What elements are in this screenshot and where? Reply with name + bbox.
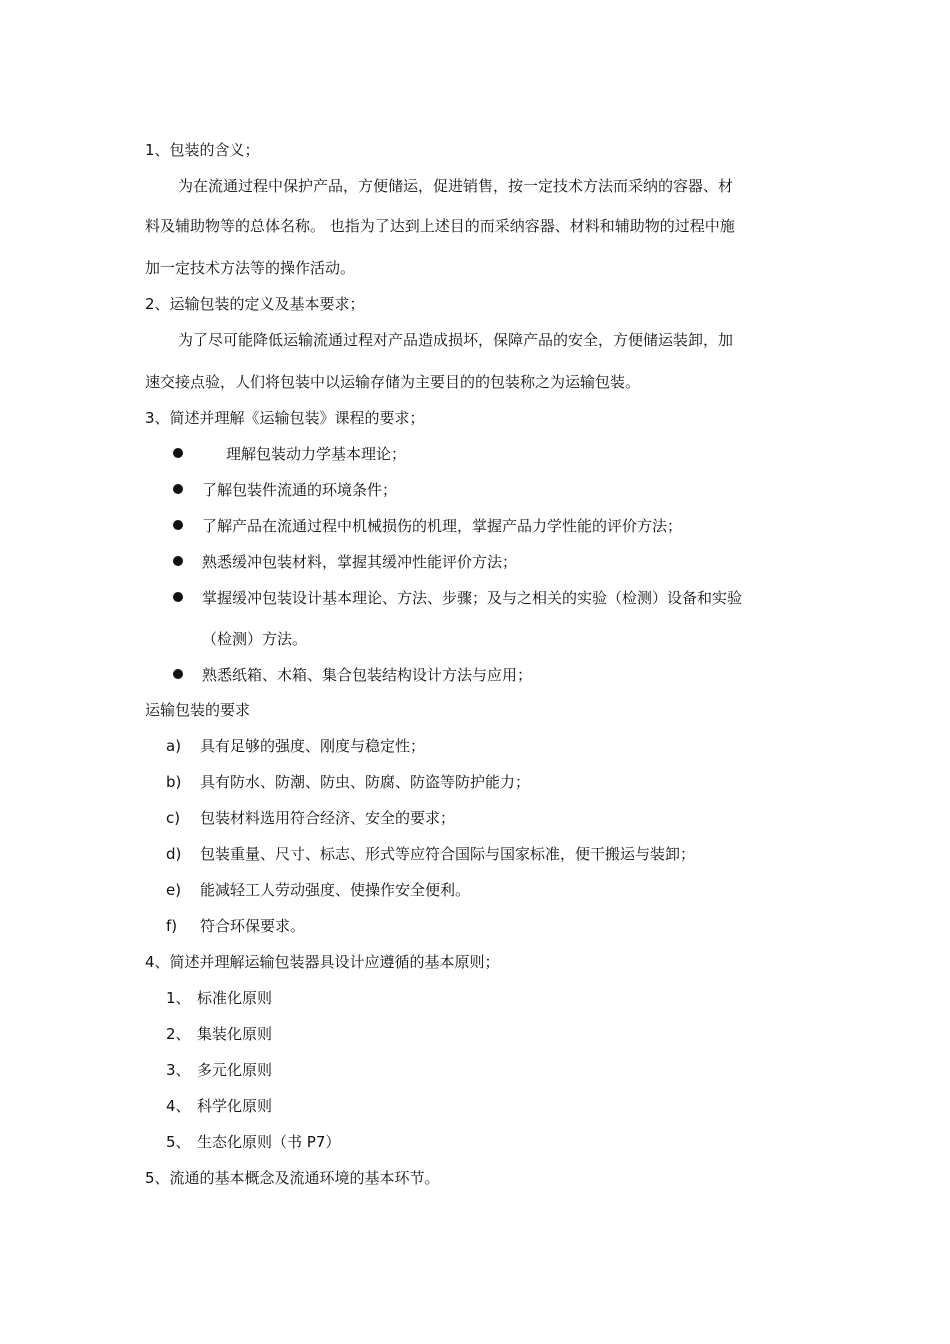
q1-paragraph-line: 料及辅助物等的总体名称。 也指为了达到上述目的而采纳容器、材料和辅助物的过程中施 (145, 217, 735, 235)
q3-bullet-item: 理解包装动力学基本理论； (226, 445, 407, 463)
lettered-label: b) (166, 773, 182, 791)
q2-heading: 2、运输包装的定义及基本要求； (145, 295, 365, 313)
bullet-icon (173, 448, 183, 458)
numbered-item: 生态化原则（书 P7） (197, 1133, 341, 1151)
lettered-label: f) (166, 917, 178, 935)
q3-bullet-item: 掌握缓冲包装设计基本理论、方法、步骤；及与之相关的实验（检测）设备和实验 (202, 589, 743, 607)
numbered-item: 多元化原则 (197, 1061, 273, 1079)
bullet-icon (173, 669, 183, 679)
numbered-label: 1、 (166, 989, 191, 1007)
q2-paragraph-line: 速交接点验，人们将包装中以运输存储为主要目的的包装称之为运输包装。 (145, 373, 641, 391)
numbered-item: 集装化原则 (197, 1025, 273, 1043)
lettered-label: a) (166, 737, 182, 755)
lettered-item: 能减轻工人劳动强度、使操作安全便利。 (200, 881, 471, 899)
numbered-label: 3、 (166, 1061, 191, 1079)
lettered-label: d) (166, 845, 182, 863)
numbered-label: 5、 (166, 1133, 191, 1151)
q3-bullet-item: 了解产品在流通过程中机械损伤的机理，掌握产品力学性能的评价方法； (202, 517, 683, 535)
bullet-icon (173, 520, 183, 530)
numbered-label: 4、 (166, 1097, 191, 1115)
q3-bullet-item: 了解包装件流通的环境条件； (202, 481, 398, 499)
q4-heading: 4、简述并理解运输包装器具设计应遵循的基本原则； (145, 953, 500, 971)
q3-heading: 3、简述并理解《运输包装》课程的要求； (145, 409, 425, 427)
lettered-item: 包装重量、尺寸、标志、形式等应符合国际与国家标准，便干搬运与装卸； (200, 845, 696, 863)
lettered-label: c) (166, 809, 181, 827)
q3-sub-heading: 运输包装的要求 (145, 701, 251, 719)
numbered-item: 标准化原则 (197, 989, 273, 1007)
lettered-label: e) (166, 881, 182, 899)
bullet-icon (173, 484, 183, 494)
q1-paragraph-line: 加一定技术方法等的操作活动。 (145, 259, 356, 277)
q1-paragraph-line: 为在流通过程中保护产品，方便储运，促进销售，按一定技术方法而采纳的容器、材 (178, 177, 734, 195)
lettered-item: 包装材料选用符合经济、安全的要求； (200, 809, 456, 827)
lettered-item: 具有足够的强度、刚度与稳定性； (200, 737, 426, 755)
lettered-item: 符合环保要求。 (200, 917, 306, 935)
q5-heading: 5、流通的基本概念及流通环境的基本环节。 (145, 1169, 440, 1187)
lettered-item: 具有防水、防潮、防虫、防腐、防盗等防护能力； (200, 773, 531, 791)
q3-bullet-item: 熟悉纸箱、木箱、集合包装结构设计方法与应用； (202, 666, 533, 684)
numbered-label: 2、 (166, 1025, 191, 1043)
q2-paragraph-line: 为了尽可能降低运输流通过程对产品造成损坏，保障产品的安全，方便储运装卸，加 (178, 331, 734, 349)
q3-bullet-item: 熟悉缓冲包装材料，掌握其缓冲性能评价方法； (202, 553, 518, 571)
q1-heading: 1、包装的含义； (145, 141, 260, 159)
numbered-item: 科学化原则 (197, 1097, 273, 1115)
q3-bullet-item-continued: （检测）方法。 (202, 630, 308, 648)
bullet-icon (173, 556, 183, 566)
bullet-icon (173, 592, 183, 602)
